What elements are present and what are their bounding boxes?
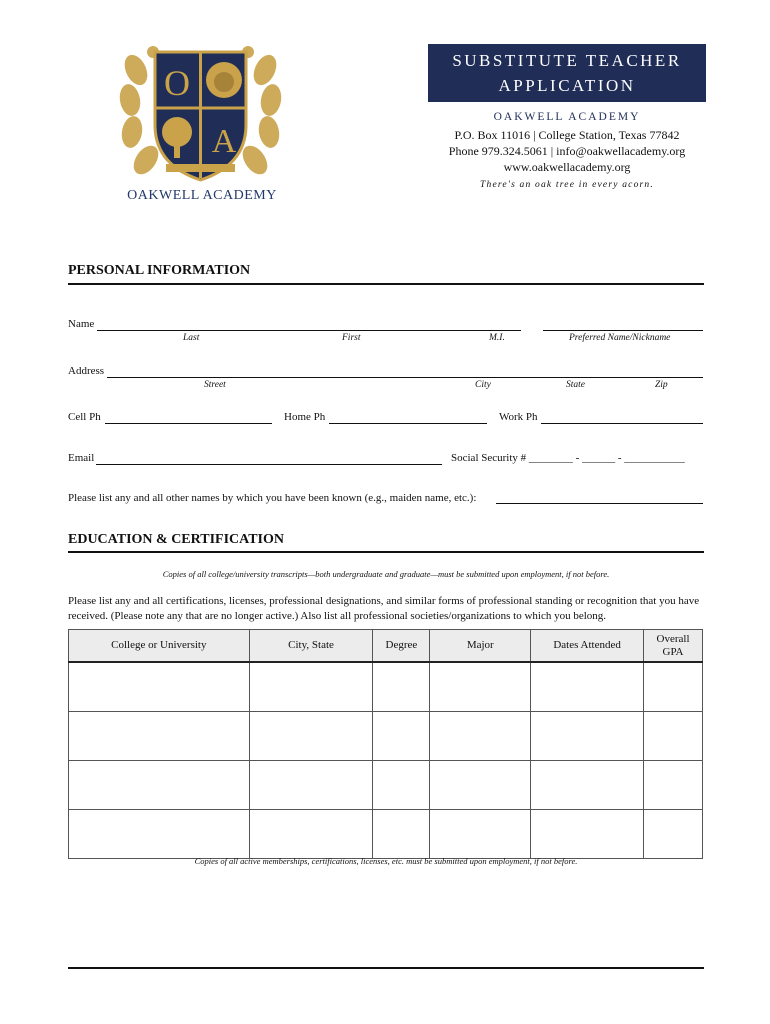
mi-caption: M.I. [489,333,505,343]
email-label: Email [68,452,95,464]
table-row [69,662,703,712]
memberships-note: Copies of all active memberships, certifications, licenses, etc. must be submitted upon employment, if not before. [194,856,578,866]
form-title-line1: SUBSTITUTE TEACHER [452,51,682,70]
education-table [68,629,703,859]
academy-name: OAKWELL ACADEMY [493,111,641,123]
zip-caption: Zip [655,380,668,390]
table-cell[interactable] [644,810,703,859]
page-bottom-rule [68,967,704,969]
work-phone-field[interactable] [541,423,703,424]
table-cell[interactable] [373,662,430,712]
table-cell[interactable] [69,810,250,859]
last-caption: Last [183,333,200,343]
work-phone-label: Work Ph [499,411,538,423]
address-field[interactable] [107,377,703,378]
table-cell[interactable] [531,712,644,761]
cell-phone-field[interactable] [105,423,272,424]
table-cell[interactable] [644,761,703,810]
table-cell[interactable] [69,662,250,712]
table-row [69,712,703,761]
city-caption: City [475,380,491,390]
table-header-row [69,630,703,663]
table-cell[interactable] [249,761,373,810]
tagline: There's an oak tree in every acorn. [480,180,654,190]
first-caption: First [342,333,361,343]
ssn-field[interactable]: Social Security # ________ - ______ - ___________ [451,452,685,464]
table-cell[interactable] [644,712,703,761]
table-cell[interactable] [531,761,644,810]
table-cell[interactable] [430,761,531,810]
certifications-instructions: Please list any and all certifications, licenses, professional designations, and similar forms of professional standing or recognition that you have received. (Please note any that are no longer active.) Also list all professional societies/organizations to which you belong. [68,595,700,622]
home-phone-label: Home Ph [284,411,326,423]
email-field[interactable] [96,464,442,465]
table-cell[interactable] [249,662,373,712]
table-cell[interactable] [430,712,531,761]
form-title-banner [428,44,706,102]
street-caption: Street [204,380,226,390]
column-header: Major [430,630,531,663]
home-phone-field[interactable] [329,423,487,424]
section-divider [68,551,704,553]
transcripts-note: Copies of all college/university transcripts—both undergraduate and graduate—must be submitted upon employment, if not before. [162,569,610,579]
table-cell[interactable] [249,712,373,761]
table-cell[interactable] [373,810,430,859]
column-header: City, State [249,630,373,663]
svg-text:O: O [164,63,190,103]
table-row [69,810,703,859]
contact-block [418,127,716,175]
name-label: Name [68,318,95,330]
nickname-caption: Preferred Name/Nickname [569,333,671,343]
nickname-field[interactable] [543,330,703,331]
academy-crest-logo [118,40,283,210]
column-header: College or University [69,630,250,663]
logo-wordmark: OAKWELL ACADEMY [127,188,277,203]
table-cell[interactable] [531,662,644,712]
form-title-line2: APPLICATION [498,76,636,95]
table-cell[interactable] [249,810,373,859]
mailing-address: P.O. Box 11016 | College Station, Texas 77842 [454,128,680,142]
other-names-field[interactable] [496,503,703,504]
table-cell[interactable] [69,712,250,761]
personal-info-heading: PERSONAL INFORMATION [68,263,251,278]
phone-email: Phone 979.324.5061 | info@oakwellacademy.org [448,144,686,158]
column-header: Dates Attended [531,630,644,663]
table-row [69,761,703,810]
website: www.oakwellacademy.org [503,160,631,174]
table-cell[interactable] [373,761,430,810]
education-heading: EDUCATION & CERTIFICATION [68,532,285,547]
name-field[interactable] [97,330,521,331]
table-cell[interactable] [430,810,531,859]
table-cell[interactable] [430,662,531,712]
column-header: Overall GPA [644,630,703,663]
column-header: Degree [373,630,430,663]
table-cell[interactable] [69,761,250,810]
state-caption: State [566,380,585,390]
table-cell[interactable] [531,810,644,859]
other-names-label: Please list any and all other names by which you have been known (e.g., maiden name, etc.): [68,492,477,504]
table-cell[interactable] [644,662,703,712]
section-divider [68,283,704,285]
svg-text:A: A [211,123,237,160]
address-label: Address [68,365,105,377]
table-cell[interactable] [373,712,430,761]
cell-phone-label: Cell Ph [68,411,101,423]
